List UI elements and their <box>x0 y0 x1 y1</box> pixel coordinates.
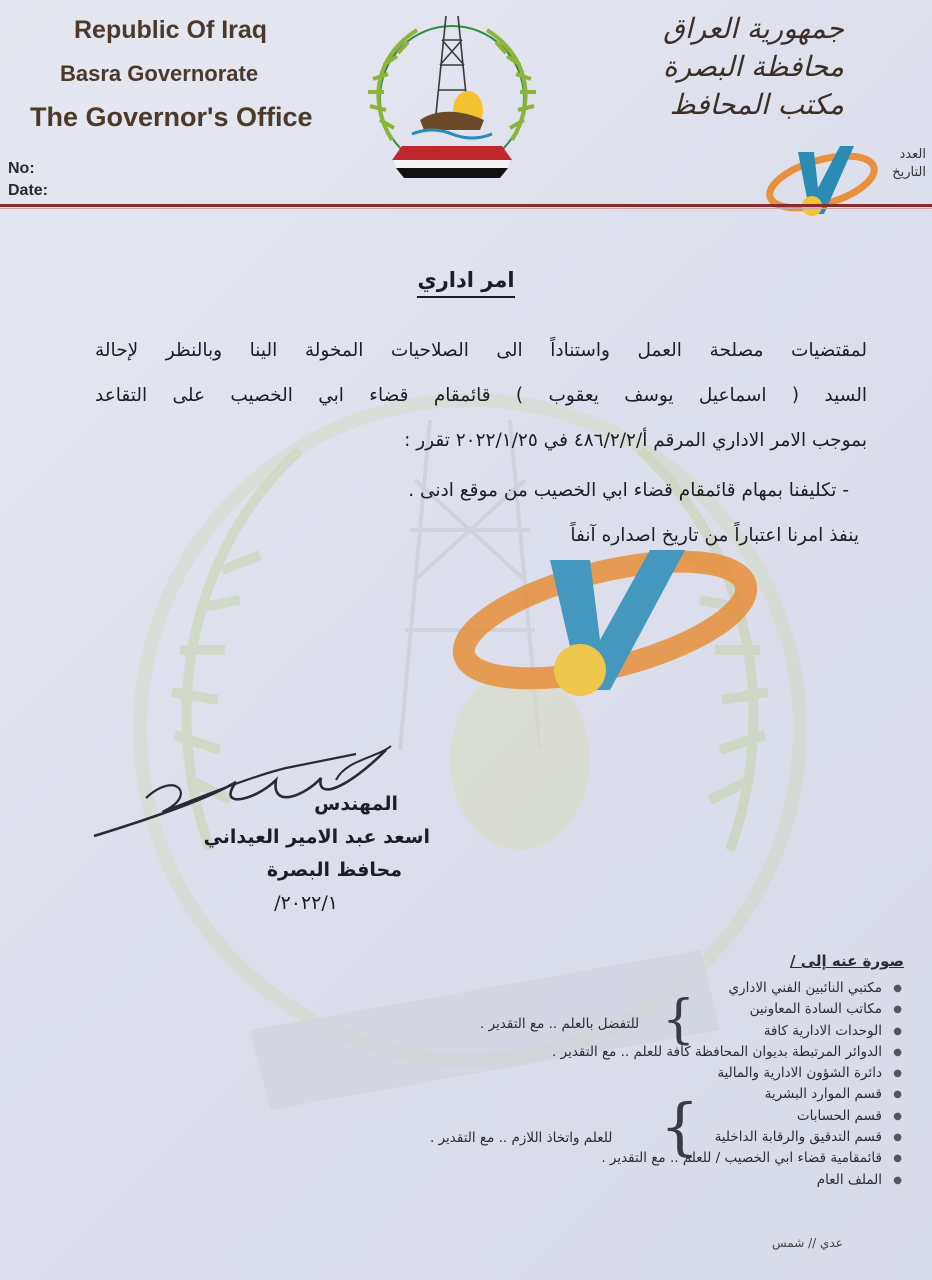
cc-item: ● الوحدات الادارية كافة <box>444 1021 904 1042</box>
cc-item: ● الدوائر المرتبطة بديوان المحافظة كافة للعلم .. مع التقدير . <box>444 1042 904 1063</box>
cc-item: ● قسم الموارد البشرية <box>444 1084 904 1105</box>
body-line: بموجب الامر الاداري المرقم أ/٤٨٦/٢/٢ في ٢٠٢٢/١/٢٥ تقرر : <box>404 430 867 451</box>
cc-item: ● الملف العام <box>444 1170 904 1191</box>
date-label: Date: <box>8 182 49 199</box>
header-english <box>28 14 313 131</box>
number-label: No: <box>8 160 35 177</box>
document-body <box>95 328 867 463</box>
signatory-position: محافظ البصرة <box>266 859 402 881</box>
body-line: لمقتضيات مصلحة العمل واستناداً الى الصلاحيات المخولة الينا وبالنظر لإحالة <box>95 340 867 361</box>
cc-item: ● دائرة الشؤون الادارية والمالية <box>444 1063 904 1084</box>
signature-block <box>200 788 430 920</box>
cc-item: ● قسم الحسابات <box>444 1106 904 1127</box>
typist-initials: عدي // شمس <box>772 1236 843 1250</box>
cc-note-group-2: للعلم واتخاذ اللازم .. مع التقدير . <box>430 1130 613 1146</box>
body-line: السيد ( اسماعيل يوسف يعقوب ) قائمقام قضاء ابي الخصيب على التقاعد <box>95 385 867 406</box>
cc-item: ● مكتبي النائبين الفني الاداري <box>444 978 904 999</box>
document-title: امر اداري <box>0 268 932 292</box>
number-label-ar: العدد <box>899 147 926 162</box>
basra-emblem-icon <box>362 10 542 182</box>
execution-clause: ينفذ امرنا اعتباراً من تاريخ اصداره آنفاً <box>570 525 859 546</box>
signatory-name: اسعد عبد الامير العيداني <box>203 826 430 848</box>
header-divider-thin <box>0 208 932 209</box>
governorate-name-en: Basra Governorate <box>60 61 259 86</box>
signatory-title: المهندس <box>314 793 398 815</box>
cc-note-group-1: للتفضل بالعلم .. مع التقدير . <box>480 1016 640 1032</box>
governorate-name-ar: محافظة البصرة <box>662 50 844 83</box>
country-name-ar: جمهورية العراق <box>663 12 844 45</box>
brace-group-1: { <box>662 990 696 1050</box>
cc-item: ● قسم التدقيق والرقابة الداخلية <box>444 1127 904 1148</box>
office-name-ar: مكتب المحافظ <box>669 88 844 121</box>
office-name-en: The Governor's Office <box>30 102 313 132</box>
header-arabic <box>663 10 844 124</box>
site-logo-corner <box>762 138 882 224</box>
header-divider <box>0 204 932 207</box>
decision-list <box>100 468 867 558</box>
cc-item: ● مكاتب السادة المعاونين <box>444 999 904 1020</box>
cc-item: ● قائمقامية قضاء ابي الخصيب / للعلم .. مع التقدير . <box>444 1148 904 1169</box>
date-label-ar: التاريخ <box>892 165 926 180</box>
brace-group-2: { <box>660 1090 700 1163</box>
decision-item: - تكليفنا بمهام قائمقام قضاء ابي الخصيب من موقع ادنى . <box>100 468 867 513</box>
country-name-en: Republic Of Iraq <box>74 16 268 44</box>
arabic-meta-labels <box>892 146 926 182</box>
cc-title: صورة عنه إلى / <box>790 952 904 970</box>
signature-date: ٢٠٢٢/١/ <box>274 892 338 914</box>
